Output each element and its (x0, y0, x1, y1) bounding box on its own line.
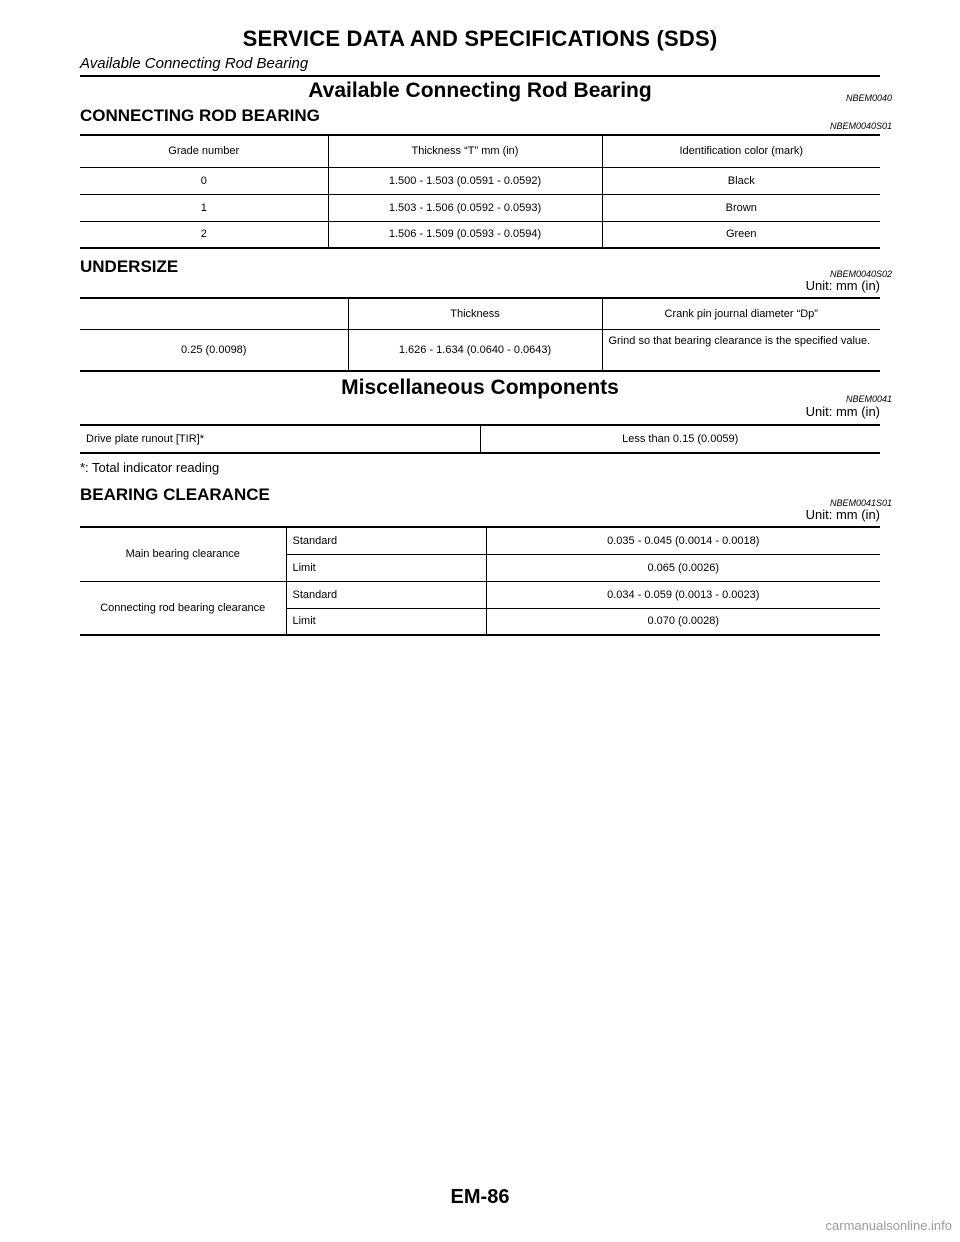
table-row (80, 581, 880, 608)
column-header: Identification color (mark) (602, 135, 880, 167)
row-group-label: Connecting rod bearing clearance (80, 581, 286, 635)
table-cell: 1.626 - 1.634 (0.0640 - 0.0643) (348, 329, 602, 371)
page-number: EM-86 (450, 1186, 510, 1208)
section-code: NBEM0040 (845, 93, 892, 103)
footnote: *: Total indicator reading (80, 460, 220, 475)
table-row (80, 527, 880, 554)
unit-label: Unit: mm (in) (805, 507, 880, 522)
page-header-title: SERVICE DATA AND SPECIFICATIONS (SDS) (242, 26, 718, 51)
connecting-rod-bearing-table (80, 134, 880, 249)
table-cell: 0.034 - 0.059 (0.0013 - 0.0023) (486, 581, 880, 608)
table-cell: Less than 0.15 (0.0059) (480, 425, 880, 453)
table-cell: 0.25 (0.0098) (181, 343, 247, 356)
table-cell: Drive plate runout [TIR]* (86, 433, 204, 445)
watermark: carmanualsonline.info (825, 1218, 952, 1233)
table-cell: Grind so that bearing clearance is the specified value. (602, 329, 880, 371)
subsection-code: NBEM0040S01 (829, 121, 892, 131)
table-cell: 0 (80, 167, 328, 194)
table-cell: Brown (602, 194, 880, 221)
column-header: Crank pin journal diameter “Dp” (602, 298, 880, 329)
section-code: NBEM0041 (845, 394, 892, 404)
unit-label: Unit: mm (in) (805, 404, 880, 419)
column-header: Thickness (348, 298, 602, 329)
table-cell: 0.065 (0.0026) (486, 554, 880, 581)
table-cell: Green (602, 221, 880, 248)
column-header: Thickness “T” mm (in) (328, 135, 602, 167)
table-cell: Limit (286, 554, 486, 581)
table-row (80, 329, 880, 371)
table-cell: 1.500 - 1.503 (0.0591 - 0.0592) (328, 167, 602, 194)
row-group-label: Main bearing clearance (80, 527, 286, 581)
bearing-clearance-table (80, 526, 880, 636)
table-header-row (80, 135, 880, 167)
table-cell: Standard (286, 527, 486, 554)
table-row (80, 194, 880, 221)
unit-label: Unit: mm (in) (805, 278, 880, 293)
subsection-code: NBEM0041S01 (829, 498, 892, 508)
subsection-title-undersize: UNDERSIZE (80, 257, 179, 276)
table-cell: 0.070 (0.0028) (486, 608, 880, 635)
page-header-subtitle: Available Connecting Rod Bearing (80, 55, 309, 72)
table-cell: 0.035 - 0.045 (0.0014 - 0.0018) (486, 527, 880, 554)
section-title-miscellaneous-components: Miscellaneous Components (341, 376, 619, 399)
header-rule (80, 75, 880, 77)
table-cell: Standard (286, 581, 486, 608)
table-cell: Black (602, 167, 880, 194)
table-cell: 1.503 - 1.506 (0.0592 - 0.0593) (328, 194, 602, 221)
subsection-title-bearing-clearance: BEARING CLEARANCE (80, 485, 270, 504)
table-cell: 2 (200, 228, 207, 241)
subsection-title-connecting-rod-bearing: CONNECTING ROD BEARING (80, 106, 320, 125)
table-cell: 1 (80, 194, 328, 221)
table-cell: 1.506 - 1.509 (0.0593 - 0.0594) (328, 221, 602, 248)
table-row (80, 425, 880, 453)
table-row (80, 167, 880, 194)
miscellaneous-components-table (80, 424, 880, 454)
column-header (80, 298, 348, 329)
undersize-table (80, 297, 880, 372)
table-row (80, 221, 880, 248)
table-header-row (80, 298, 880, 329)
column-header: Grade number (80, 135, 328, 167)
subsection-code: NBEM0040S02 (829, 269, 892, 279)
section-title-connecting-rod-bearing: Available Connecting Rod Bearing (308, 79, 652, 102)
table-cell: Limit (286, 608, 486, 635)
